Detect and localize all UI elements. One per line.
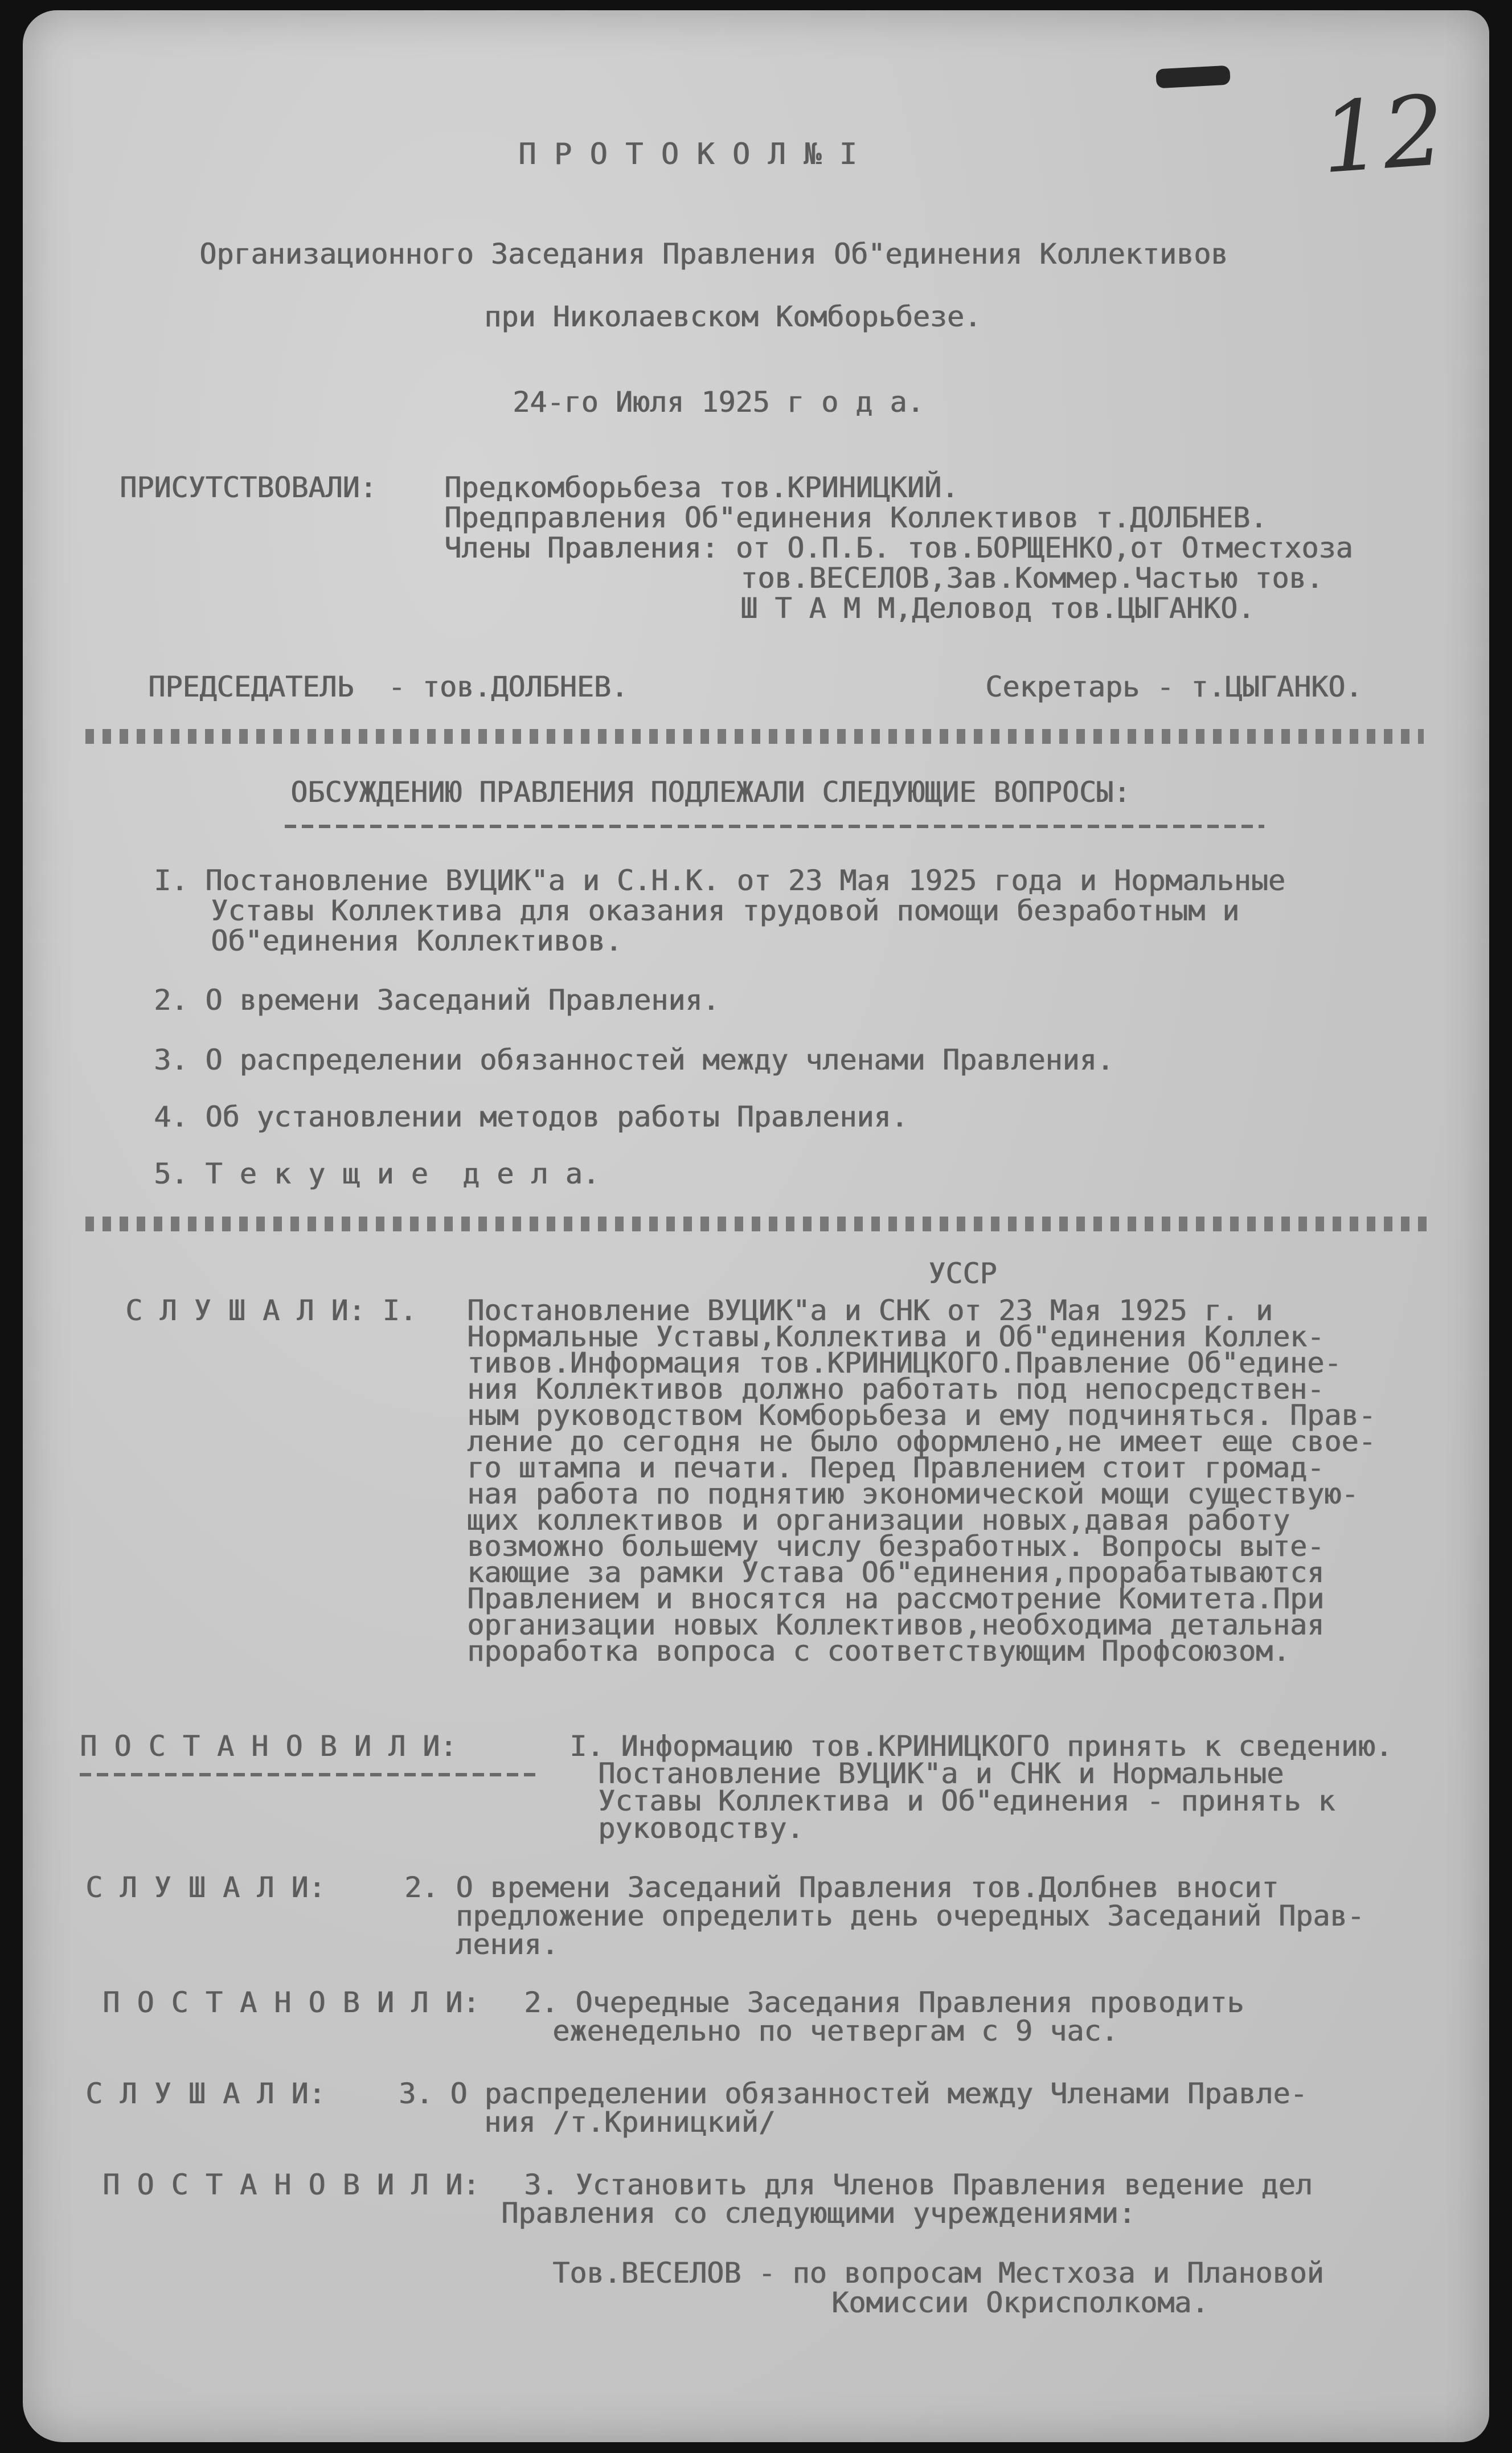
title-line-2: при Николаевском Комборьбезе. bbox=[484, 300, 981, 333]
attendance-line-5: Ш Т А М М,Деловод тов.ЦЫГАНКО. bbox=[740, 592, 1255, 625]
agenda-item-2: 2. О времени Заседаний Правления. bbox=[154, 984, 720, 1017]
agenda-item-4: 4. Об установлении методов работы Правления. bbox=[154, 1100, 908, 1133]
heard-2-line: ления. bbox=[456, 1928, 559, 1961]
heard-1-line: организации новых Коллективов,необходима детальная bbox=[467, 1608, 1325, 1641]
heard-1-line: ление до сегодня не было оформлено,не имеет еще свое- bbox=[467, 1425, 1376, 1458]
heard-1-line: кающие за рамки Устава Об"единения,прорабатываются bbox=[467, 1556, 1325, 1589]
agenda-item-3: 3. О распределении обязанностей между членами Правления. bbox=[154, 1043, 1114, 1076]
resolved-1-line: Постановление ВУЦИК"а и СНК и Нормальные bbox=[598, 1757, 1284, 1790]
heard-1-line: ным руководством Комборьбеза и ему подчиняться. Прав- bbox=[467, 1399, 1376, 1432]
resolved-1-underline bbox=[80, 1773, 535, 1776]
heard-2-label: С Л У Ш А Л И: bbox=[85, 1871, 326, 1904]
separator-line bbox=[85, 729, 1424, 744]
resolved-3-line: 3. Установить для Членов Правления ведение дел bbox=[524, 2168, 1313, 2201]
ussr-insert: УССР bbox=[928, 1257, 997, 1290]
heard-1-line: щих коллективов и организации новых,давая работу bbox=[467, 1504, 1290, 1537]
attendance-line-2: Предправления Об"единения Коллективов т.ДОЛБНЕВ. bbox=[444, 501, 1267, 534]
resolved-1-line: руководству. bbox=[598, 1812, 804, 1845]
heard-3-label: С Л У Ш А Л И: bbox=[85, 2077, 326, 2110]
resolved-3-line: Правления со следующими учреждениями: bbox=[501, 2197, 1136, 2230]
attendance-line-4: тов.ВЕСЕЛОВ,Зав.Коммер.Частью тов. bbox=[740, 562, 1323, 595]
heard-3-line: ния /т.Криницкий/ bbox=[484, 2106, 776, 2139]
heard-2-line: 2. О времени Заседаний Правления тов.Долбнев вносит bbox=[404, 1871, 1279, 1904]
resolved-1-line: Уставы Коллектива и Об"единения - принять к bbox=[598, 1784, 1335, 1817]
resolved-1-line: I. Информацию тов.КРИНИЦКОГО принять к сведению. bbox=[569, 1730, 1392, 1763]
attendance-line-1: Предкомборьбеза тов.КРИНИЦКИЙ. bbox=[444, 471, 959, 504]
agenda-item-1-line-1: I. Постановление ВУЦИК"а и С.Н.К. от 23 Мая 1925 года и Нормальные bbox=[154, 864, 1285, 897]
agenda-heading: ОБСУЖДЕНИЮ ПРАВЛЕНИЯ ПОДЛЕЖАЛИ СЛЕДУЮЩИЕ ВОПРОСЫ: bbox=[290, 776, 1131, 809]
ink-blot bbox=[1155, 65, 1231, 89]
meeting-date: 24-го Июля 1925 г о д а. bbox=[513, 386, 924, 419]
heard-1-label: С Л У Ш А Л И: I. bbox=[125, 1294, 417, 1327]
attendance-label: ПРИСУТСТВОВАЛИ: bbox=[120, 471, 377, 504]
agenda-item-1-line-3: Об"единения Коллективов. bbox=[211, 924, 622, 957]
resolved-2-line: еженедельно по четвергам с 9 час. bbox=[552, 2014, 1118, 2047]
resolved-3-label: П О С Т А Н О В И Л И: bbox=[103, 2168, 480, 2201]
heard-1-line: ния Коллективов должно работать под непосредствен- bbox=[467, 1373, 1325, 1406]
separator-line-2 bbox=[85, 1217, 1435, 1231]
heard-3-line: 3. О распределении обязанностей между Членами Правле- bbox=[399, 2077, 1308, 2110]
resolved-2-label: П О С Т А Н О В И Л И: bbox=[103, 1986, 480, 2019]
assignment-line-1: Тов.ВЕСЕЛОВ - по вопросам Местхоза и Плановой bbox=[552, 2257, 1324, 2290]
secretary: Секретарь - т.ЦЫГАНКО. bbox=[985, 670, 1363, 703]
agenda-heading-underline bbox=[285, 825, 1264, 828]
heard-1-line: ная работа по поднятию экономической мощи существую- bbox=[467, 1477, 1359, 1510]
agenda-item-1-line-2: Уставы Коллектива для оказания трудовой помощи безработным и bbox=[211, 894, 1240, 927]
attendance-line-3: Члены Правления: от О.П.Б. тов.БОРЩЕНКО,от Отместхоза bbox=[444, 531, 1353, 564]
document-sheet bbox=[23, 10, 1489, 2442]
heard-1-line: возможно большему числу безработных. Вопросы выте- bbox=[467, 1530, 1325, 1563]
heard-1-line: тивов.Информация тов.КРИНИЦКОГО.Правление Об"едине- bbox=[467, 1346, 1342, 1379]
heard-1-line: го штампа и печати. Перед Правлением стоит громад- bbox=[467, 1451, 1325, 1484]
assignment-line-2: Комиссии Окрисполкома. bbox=[831, 2286, 1209, 2319]
heard-1-line: Постановление ВУЦИК"а и СНК от 23 Мая 1925 г. и bbox=[467, 1294, 1273, 1327]
heard-1-line: проработка вопроса с соответствующим Профсоюзом. bbox=[467, 1635, 1290, 1668]
document-title: П Р О Т О К О Л № I bbox=[518, 137, 857, 171]
heard-1-line: Нормальные Уставы,Коллектива и Об"единения Коллек- bbox=[467, 1320, 1325, 1353]
resolved-2-line: 2. Очередные Заседания Правления проводить bbox=[524, 1986, 1244, 2019]
chairman: ПРЕДСЕДАТЕЛЬ - тов.ДОЛБНЕВ. bbox=[148, 670, 628, 703]
heard-2-line: предложение определить день очередных Заседаний Прав- bbox=[456, 1899, 1365, 1932]
title-line-1: Организационного Заседания Правления Об"единения Коллективов bbox=[199, 237, 1228, 271]
agenda-item-5: 5. Т е к у щ и е д е л а. bbox=[154, 1157, 600, 1190]
heard-1-line: Правлением и вносятся на рассмотрение Комитета.При bbox=[467, 1582, 1325, 1615]
resolved-1-label: П О С Т А Н О В И Л И: bbox=[80, 1730, 457, 1763]
handwritten-page-number: 12 bbox=[1317, 74, 1448, 196]
